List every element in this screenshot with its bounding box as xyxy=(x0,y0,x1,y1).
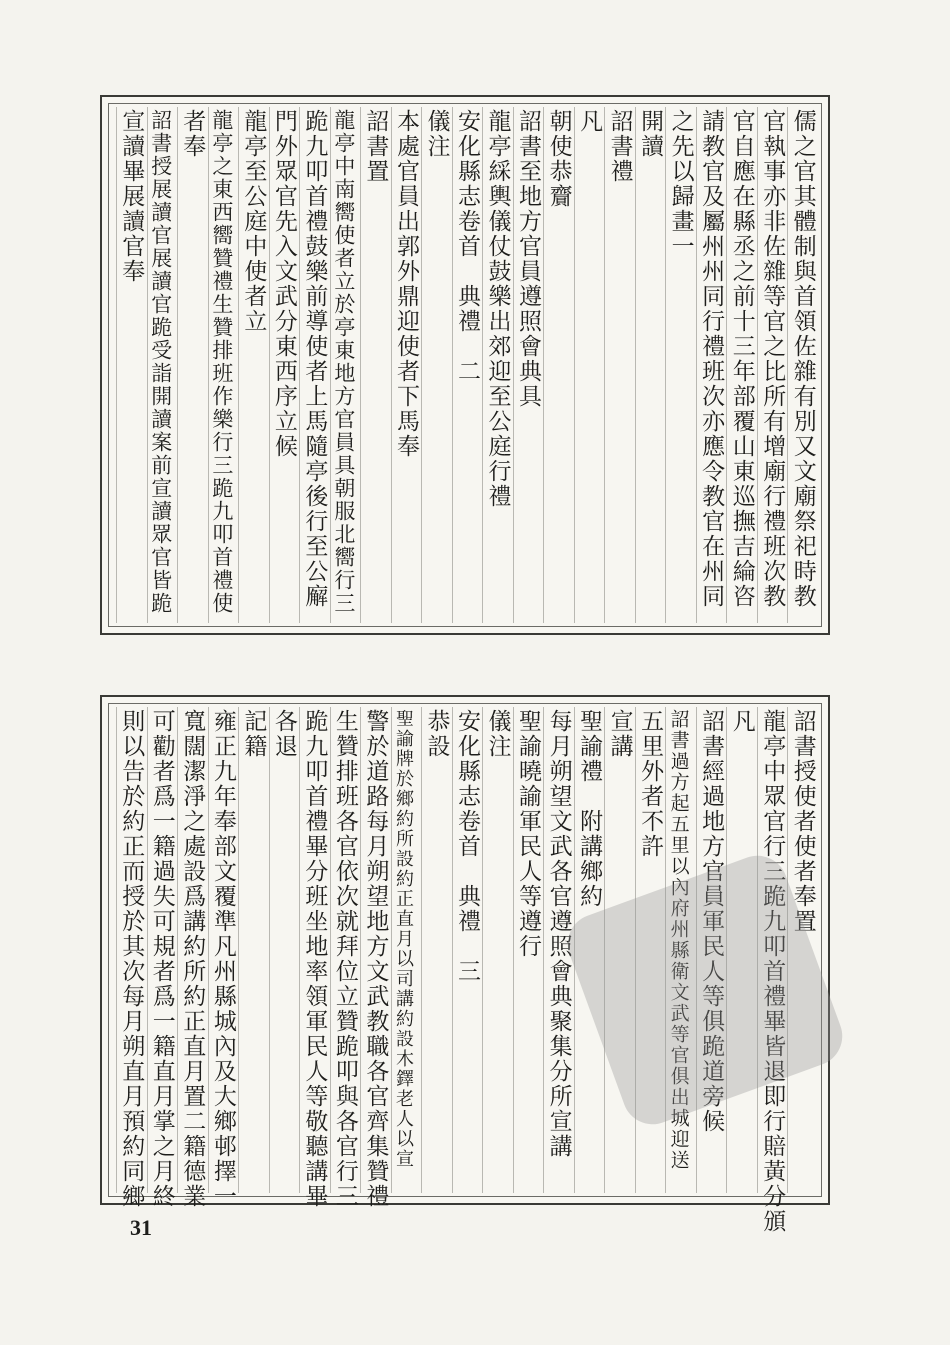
text-column: 詔書經過地方官員軍民人等俱跪道旁候 xyxy=(698,709,725,1134)
text-column: 龍亭至公庭中使者立 xyxy=(240,109,267,334)
text-column: 龍亭之東西嚮贊禮生贊排班作樂行三跪九叩首禮使 xyxy=(209,109,234,615)
column-rule xyxy=(421,107,422,623)
text-column: 聖諭牌於鄉約所設約正直月以司講約設木鐸老人以宣 xyxy=(392,709,414,1169)
column-rule xyxy=(513,707,514,1193)
column-rule xyxy=(177,707,178,1193)
column-rule xyxy=(299,107,300,623)
column-rule xyxy=(421,707,422,1193)
text-column: 五里外者不許 xyxy=(637,709,664,859)
column-rule xyxy=(299,707,300,1193)
text-column: 警於道路每月朔望地方文武教職各官齊集贊禮 xyxy=(362,709,389,1209)
page-number: 31 xyxy=(130,1215,152,1240)
text-column: 詔書禮 xyxy=(606,109,633,184)
text-column: 者奉 xyxy=(179,109,206,159)
text-column: 詔書置 xyxy=(362,109,389,184)
column-rule xyxy=(452,107,453,623)
column-rule xyxy=(391,707,392,1193)
column-rule xyxy=(269,107,270,623)
text-column: 恭設 xyxy=(423,709,450,759)
text-column: 詔書授展讀官展讀官跪受詣開讀案前宣讀眾官皆跪 xyxy=(148,109,173,615)
text-column: 儒之官其體制與首領佐雜有別又文廟祭祀時教 xyxy=(789,109,816,609)
text-column: 詔書至地方官員遵照會典具 xyxy=(515,109,542,409)
text-column: 本處官員出郭外鼎迎使者下馬奉 xyxy=(392,109,419,459)
column-rule xyxy=(147,707,148,1193)
column-rule xyxy=(543,707,544,1193)
text-column: 每月朔望文武各官遵照會典聚集分所宣講 xyxy=(545,709,572,1159)
column-rule xyxy=(665,107,666,623)
column-rule xyxy=(238,107,239,623)
column-rule xyxy=(604,107,605,623)
column-rule xyxy=(330,707,331,1193)
column-rule xyxy=(147,107,148,623)
text-column: 詔書過方起五里以內府州縣衛文武等官俱出城迎送 xyxy=(667,709,690,1171)
text-column: 生贊排班各官依次就拜位立贊跪叩與各官行三 xyxy=(331,709,358,1209)
column-rule xyxy=(543,107,544,623)
column-rule xyxy=(787,107,788,623)
column-rule xyxy=(269,707,270,1193)
column-rule xyxy=(452,707,453,1193)
column-rule xyxy=(238,707,239,1193)
column-rule xyxy=(177,107,178,623)
text-column: 記籍 xyxy=(240,709,267,759)
column-rule xyxy=(116,107,117,623)
upper-page xyxy=(100,95,830,635)
text-column: 安化縣志卷首 典禮 三 xyxy=(454,709,480,984)
column-rule xyxy=(482,107,483,623)
text-column: 龍亭綵輿儀仗鼓樂出郊迎至公庭行禮 xyxy=(484,109,511,509)
text-column: 官執事亦非佐雜等官之比所有增廟行禮班次教 xyxy=(759,109,786,609)
text-column: 之先以歸畫一 xyxy=(667,109,694,259)
column-rule xyxy=(360,707,361,1193)
text-column: 請教官及屬州州同行禮班次亦應令教官在州同 xyxy=(698,109,725,609)
text-column: 則以告於約正而授於其次每月朔直月預約同鄉 xyxy=(118,709,145,1209)
column-rule xyxy=(696,107,697,623)
column-rule xyxy=(482,707,483,1193)
column-rule xyxy=(391,107,392,623)
text-column: 儀注 xyxy=(484,709,511,759)
column-rule xyxy=(116,707,117,1193)
text-column: 官自應在縣丞之前十三年部覆山東巡撫吉綸咨 xyxy=(728,109,755,609)
text-column: 宣讀畢展讀官奉 xyxy=(118,109,145,284)
column-rule xyxy=(330,107,331,623)
text-column: 跪九叩首禮鼓樂前導使者上馬隨亭後行至公廨 xyxy=(301,109,328,609)
column-rule xyxy=(208,107,209,623)
text-column: 聖諭禮 附講鄉約 xyxy=(576,709,603,909)
text-column: 聖諭曉諭軍民人等遵行 xyxy=(515,709,542,959)
column-rule xyxy=(726,107,727,623)
text-column: 安化縣志卷首 典禮 二 xyxy=(454,109,480,384)
text-column: 儀注 xyxy=(423,109,450,159)
text-column: 龍亭中眾官行三跪九叩首禮畢皆退即行賠黃分頒 xyxy=(759,709,786,1234)
column-rule xyxy=(360,107,361,623)
text-column: 凡 xyxy=(728,709,755,734)
text-column: 寬闊潔淨之處設爲講約所約正直月置二籍德業 xyxy=(179,709,206,1209)
column-rule xyxy=(757,107,758,623)
text-column: 跪九叩首禮畢分班坐地率領軍民人等敬聽講畢 xyxy=(301,709,328,1209)
column-rule xyxy=(574,107,575,623)
text-column: 各退 xyxy=(270,709,297,759)
text-column: 詔書授使者使者奉置 xyxy=(789,709,816,934)
text-column: 凡 xyxy=(576,109,603,134)
text-column: 雍正九年奉部文覆準凡州縣城內及大鄉邨擇一 xyxy=(209,709,236,1209)
text-column: 可勸者爲一籍過失可規者爲一籍直月掌之月終 xyxy=(148,709,175,1209)
text-column: 開讀 xyxy=(637,109,664,159)
text-column: 朝使恭齎 xyxy=(545,109,572,209)
column-rule xyxy=(635,107,636,623)
text-column: 門外眾官先入文武分東西序立候 xyxy=(270,109,297,459)
text-column: 龍亭中南嚮使者立於亭東地方官員具朝服北嚮行三 xyxy=(331,109,356,615)
column-rule xyxy=(513,107,514,623)
text-column: 宣講 xyxy=(606,709,633,759)
column-rule xyxy=(208,707,209,1193)
